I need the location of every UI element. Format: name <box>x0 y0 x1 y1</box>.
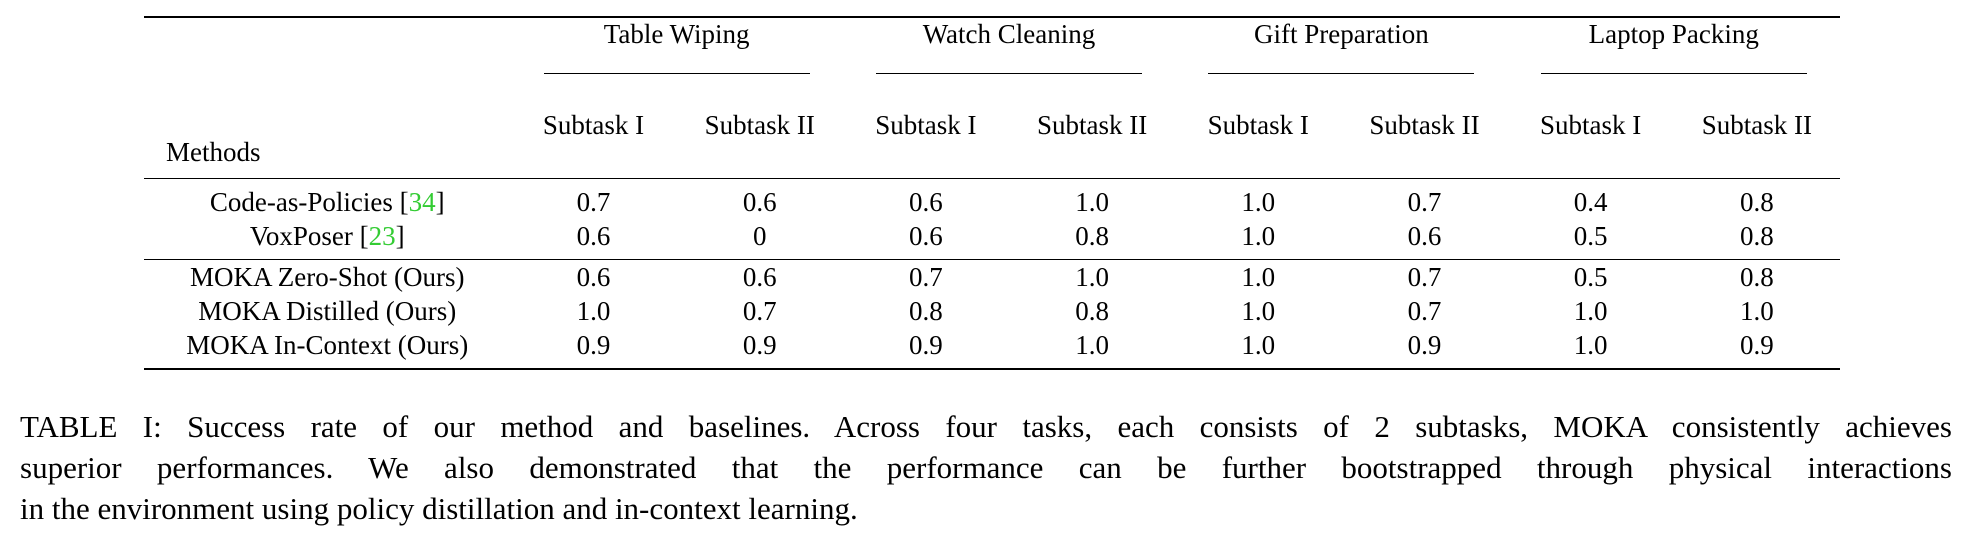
score-cell: 0.9 <box>510 328 676 369</box>
task-header-gift-preparation <box>1175 17 1507 72</box>
score-cell: 0.6 <box>843 179 1009 220</box>
score-cell: 0.6 <box>510 260 676 295</box>
method-name-voxposer <box>144 219 510 260</box>
score-cell: 0.7 <box>1341 179 1507 220</box>
score-cell: 1.0 <box>1009 260 1175 295</box>
task-header-row <box>144 17 1840 72</box>
subtask-header: Subtask II <box>704 109 815 140</box>
score-cell: 0.5 <box>1573 220 1608 251</box>
method-name-moka-zero-shot: MOKA Zero-Shot (Ours) <box>144 260 510 295</box>
score-cell: 0.6 <box>909 220 943 251</box>
citation-link[interactable]: 34 <box>408 186 436 217</box>
score-cell: 0.6 <box>677 179 843 220</box>
task-label: Watch Cleaning <box>922 19 1096 49</box>
score-cell: 1.0 <box>1009 179 1175 220</box>
table-caption <box>20 407 1952 530</box>
subtask-header: Subtask II <box>1036 109 1148 140</box>
task-label: Gift Preparation <box>1254 19 1429 49</box>
score-cell: 1.0 <box>1175 328 1341 369</box>
table-row <box>144 179 1840 220</box>
score-cell: 0.9 <box>843 328 1009 369</box>
table-row <box>144 260 1840 295</box>
subtask-header-row <box>144 72 1840 179</box>
task-underline <box>1541 73 1807 75</box>
table-row <box>144 219 1840 260</box>
score-cell: 0.9 <box>1674 328 1840 369</box>
score-cell: 0.6 <box>1407 220 1442 251</box>
subtask-header: Subtask I <box>542 109 645 140</box>
score-cell: 0.7 <box>1407 295 1442 326</box>
score-cell: 0.7 <box>510 179 676 220</box>
score-cell: 1.0 <box>1573 295 1608 326</box>
score-cell: 1.0 <box>1175 179 1341 220</box>
results-table-container <box>144 16 1840 370</box>
score-cell: 0.6 <box>677 260 843 295</box>
score-cell: 0.8 <box>909 295 943 326</box>
task-label: Laptop Packing <box>1588 19 1759 49</box>
method-name-moka-in-context: MOKA In-Context (Ours) <box>144 328 510 369</box>
method-name-moka-distilled: MOKA Distilled (Ours) <box>198 295 457 326</box>
task-header-laptop-packing <box>1508 17 1840 72</box>
citation-link[interactable]: 23 <box>368 220 396 251</box>
score-cell: 1.0 <box>1175 260 1341 295</box>
score-cell: 1.0 <box>576 295 611 326</box>
subtask-header: Subtask I <box>1207 109 1309 140</box>
caption-line: superior performances. We also demonstrated that the performance can be further bootstrapped through physical interactions <box>20 449 1952 485</box>
score-cell: 1.0 <box>1009 328 1175 369</box>
results-table <box>144 16 1840 370</box>
score-cell: 0 <box>752 220 767 251</box>
method-name-code-as-policies <box>144 179 510 220</box>
task-underline <box>876 73 1142 75</box>
score-cell: 0.6 <box>576 220 611 251</box>
score-cell: 0.4 <box>1508 179 1674 220</box>
score-cell: 0.8 <box>1739 220 1774 251</box>
table-row <box>144 328 1840 369</box>
score-cell: 0.8 <box>1674 179 1840 220</box>
task-header-watch-cleaning <box>843 17 1175 72</box>
method-label: Code-as-Policies [ <box>209 186 409 217</box>
method-label-end: ] <box>435 186 445 217</box>
method-label-end: ] <box>395 220 405 251</box>
table-row <box>144 294 1840 328</box>
results-table-body <box>144 179 1840 370</box>
score-cell: 1.0 <box>1508 328 1674 369</box>
score-cell: 0.8 <box>1075 295 1109 326</box>
score-cell: 0.5 <box>1508 260 1674 295</box>
score-cell: 1.0 <box>1241 295 1276 326</box>
score-cell: 0.7 <box>843 260 1009 295</box>
task-underline <box>544 73 810 75</box>
score-cell: 0.8 <box>1075 220 1109 251</box>
caption-line: in the environment using policy distillation and in-context learning. <box>20 490 858 526</box>
score-cell: 0.9 <box>1341 328 1507 369</box>
methods-header: Methods <box>166 136 261 167</box>
score-cell: 0.7 <box>1341 260 1507 295</box>
task-header-table-wiping <box>510 17 842 72</box>
score-cell: 1.0 <box>1739 295 1774 326</box>
score-cell: 1.0 <box>1241 220 1276 251</box>
subtask-header: Subtask II <box>1701 109 1812 140</box>
score-cell: 0.8 <box>1674 260 1840 295</box>
subtask-header: Subtask I <box>875 109 977 140</box>
task-label: Table Wiping <box>603 19 750 49</box>
subtask-header: Subtask I <box>1540 109 1642 140</box>
score-cell: 0.7 <box>742 295 777 326</box>
caption-line: TABLE I: Success rate of our method and baselines. Across four tasks, each consists of 2 subtasks, MOKA consistently achieves <box>20 409 1952 444</box>
score-cell: 0.9 <box>677 328 843 369</box>
empty-header-cell <box>144 17 510 72</box>
method-label: VoxPoser [ <box>249 220 369 251</box>
task-underline <box>1208 73 1474 75</box>
subtask-header: Subtask II <box>1369 109 1480 140</box>
